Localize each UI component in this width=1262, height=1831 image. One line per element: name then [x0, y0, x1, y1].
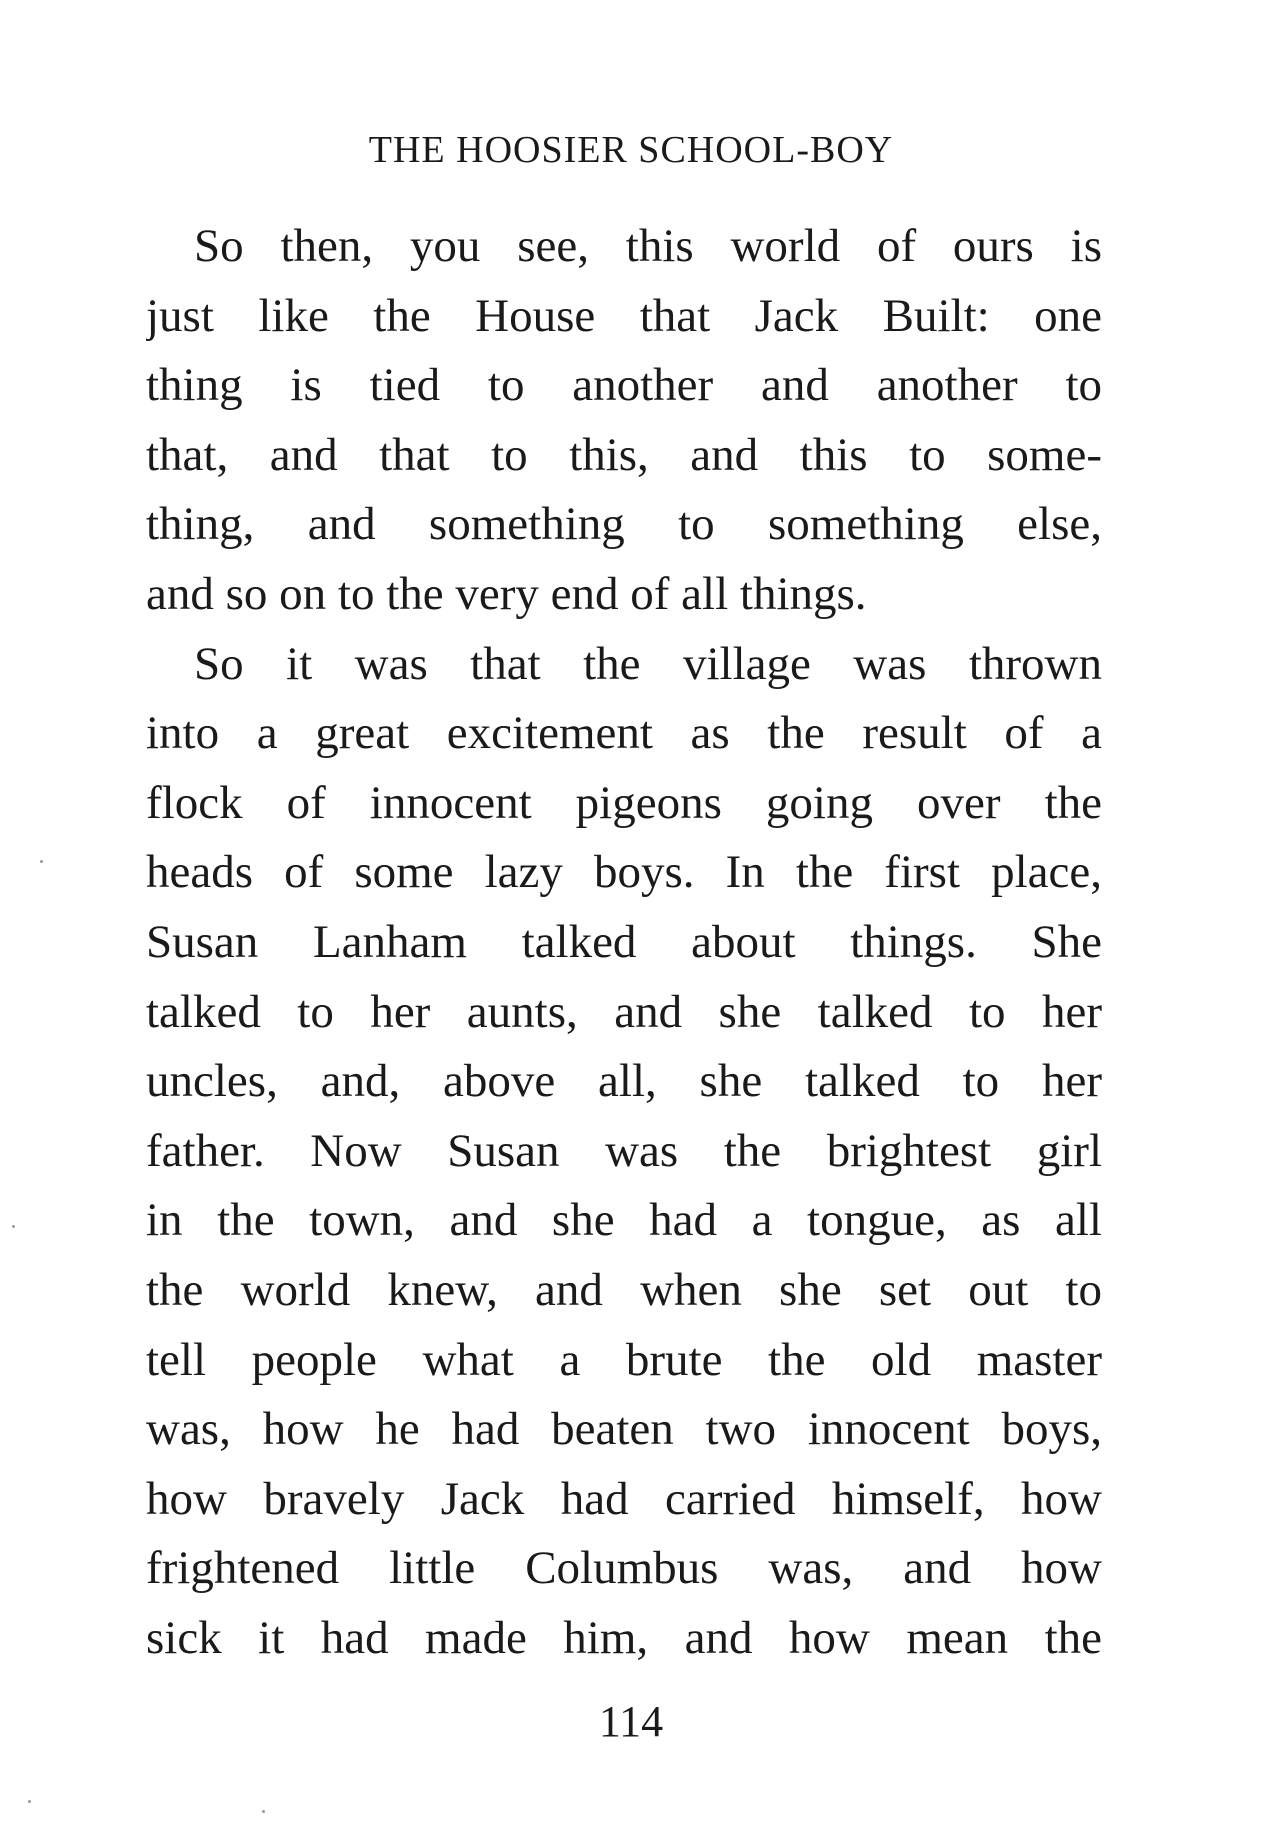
paragraph-2-line: the world knew, and when she set out to	[146, 1263, 1102, 1316]
paragraph-1-line: that, and that to this, and this to some-	[146, 428, 1102, 481]
paragraph-2-line: talked to her aunts, and she talked to her	[146, 985, 1102, 1038]
scan-speck	[28, 1800, 31, 1803]
paragraph-1-line: thing is tied to another and another to	[146, 359, 1102, 412]
paragraph-2-line: uncles, and, above all, she talked to her	[146, 1055, 1102, 1108]
paragraph-2-line: father. Now Susan was the brightest girl	[146, 1124, 1102, 1177]
paragraph-1-line: and so on to the very end of all things.	[146, 567, 867, 620]
scan-speck	[12, 1225, 15, 1228]
paragraph-2-line: frightened little Columbus was, and how	[146, 1542, 1102, 1595]
paragraph-1-line: So then, you see, this world of ours is	[194, 220, 1102, 272]
paragraph-2-line: was, how he had beaten two innocent boys,	[146, 1403, 1102, 1456]
paragraph-2-line: So it was that the village was thrown	[194, 637, 1102, 690]
scan-speck	[40, 860, 43, 863]
paragraph-1-line: thing, and something to something else,	[146, 498, 1102, 551]
paragraph-2-line: Susan Lanham talked about things. She	[146, 915, 1102, 968]
paragraph-1-line: just like the House that Jack Built: one	[146, 289, 1102, 342]
paragraph-2-line: tell people what a brute the old master	[146, 1333, 1102, 1386]
paragraph-2-line: how bravely Jack had carried himself, how	[146, 1472, 1102, 1525]
body-text	[146, 212, 1102, 1673]
paragraph-2-line: flock of innocent pigeons going over the	[146, 776, 1102, 829]
scan-speck	[262, 1810, 265, 1813]
paragraph-2-line: heads of some lazy boys. In the first place,	[146, 846, 1102, 899]
paragraph-2-line: into a great excitement as the result of a	[146, 707, 1102, 760]
running-head: THE HOOSIER SCHOOL-BOY	[368, 129, 894, 171]
page-number: 114	[598, 1697, 664, 1746]
paragraph-2-line: sick it had made him, and how mean the	[146, 1611, 1102, 1664]
paragraph-2-line: in the town, and she had a tongue, as all	[146, 1194, 1102, 1247]
